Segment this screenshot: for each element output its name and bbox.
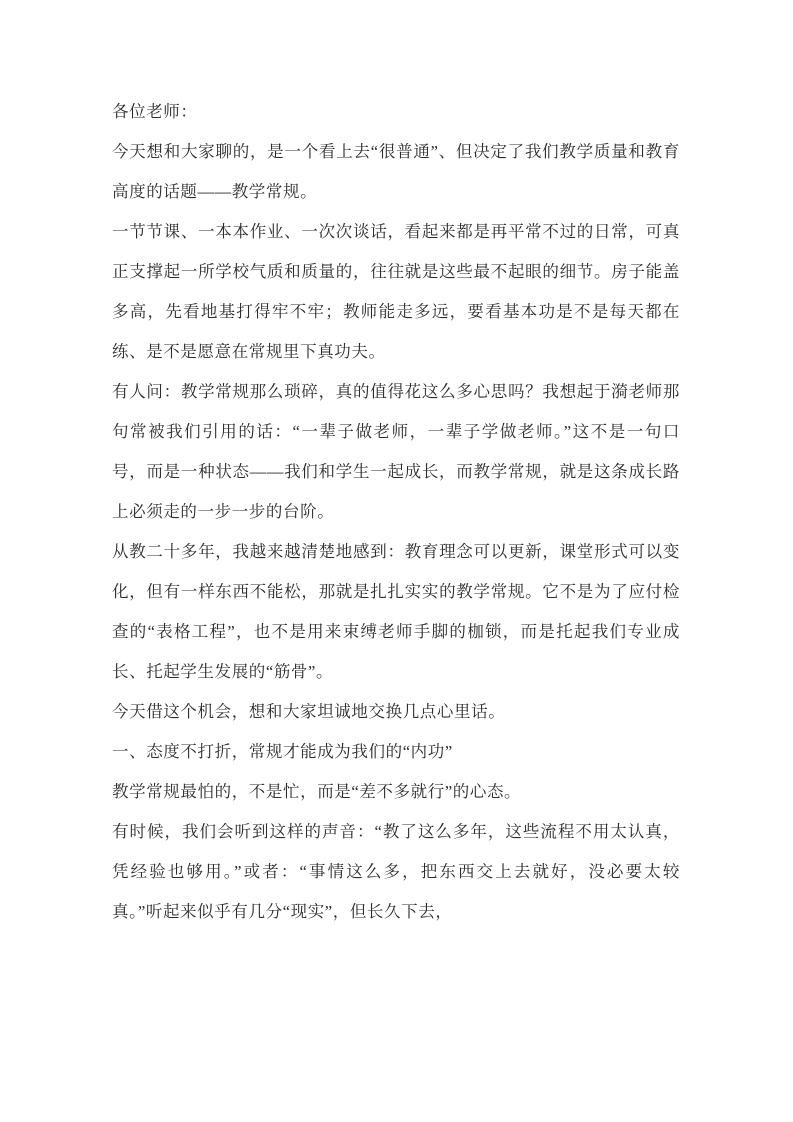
- paragraph-voices: 有时候，我们会听到这样的声音：“教了这么多年，这些流程不用太认真，凭经验也够用。”或者：“事情这么多，把东西交上去就好，没必要太较真。”听起来似乎有几分“现实”，但长久下去，: [112, 822, 680, 921]
- paragraph-fear-mindset: 教学常规最怕的，不是忙，而是“差不多就行”的心态。: [112, 782, 522, 801]
- section-one-title: 一、态度不打折，常规才能成为我们的“内功”: [112, 742, 453, 761]
- paragraph-salutation: 各位老师：: [112, 102, 198, 121]
- paragraph-daily-details: 一节节课、一本本作业、一次次谈话，看起来都是再平常不过的日常，可真正支撑起一所学校气质和质量的，往往就是这些最不起眼的细节。房子能盖多高，先看地基打得牢不牢；教师能走多远，要看基本功是不是每天都在练、是不是愿意在常规里下真功夫。: [112, 222, 680, 361]
- document-body: [112, 92, 680, 932]
- paragraph-heart-words: 今天借这个机会，想和大家坦诚地交换几点心里话。: [112, 702, 506, 721]
- paragraph-twenty-years: 从教二十多年，我越来越清楚地感到：教育理念可以更新，课堂形式可以变化，但有一样东西不能松，那就是扎扎实实的教学常规。它不是为了应付检查的“表格工程”，也不是用来束缚老师手脚的枷锁，而是托起我们专业成长、托起学生发展的“筋骨”。: [112, 542, 680, 681]
- paragraph-opening-topic: 今天想和大家聊的，是一个看上去“很普通”、但决定了我们教学质量和教育高度的话题——教学常规。: [112, 142, 680, 201]
- paragraph-worth-it: 有人问：教学常规那么琐碎，真的值得花这么多心思吗？我想起于漪老师那句常被我们引用的话：“一辈子做老师，一辈子学做老师。”这不是一句口号，而是一种状态——我们和学生一起成长，而教学常规，就是这条成长路上必须走的一步一步的台阶。: [112, 382, 680, 521]
